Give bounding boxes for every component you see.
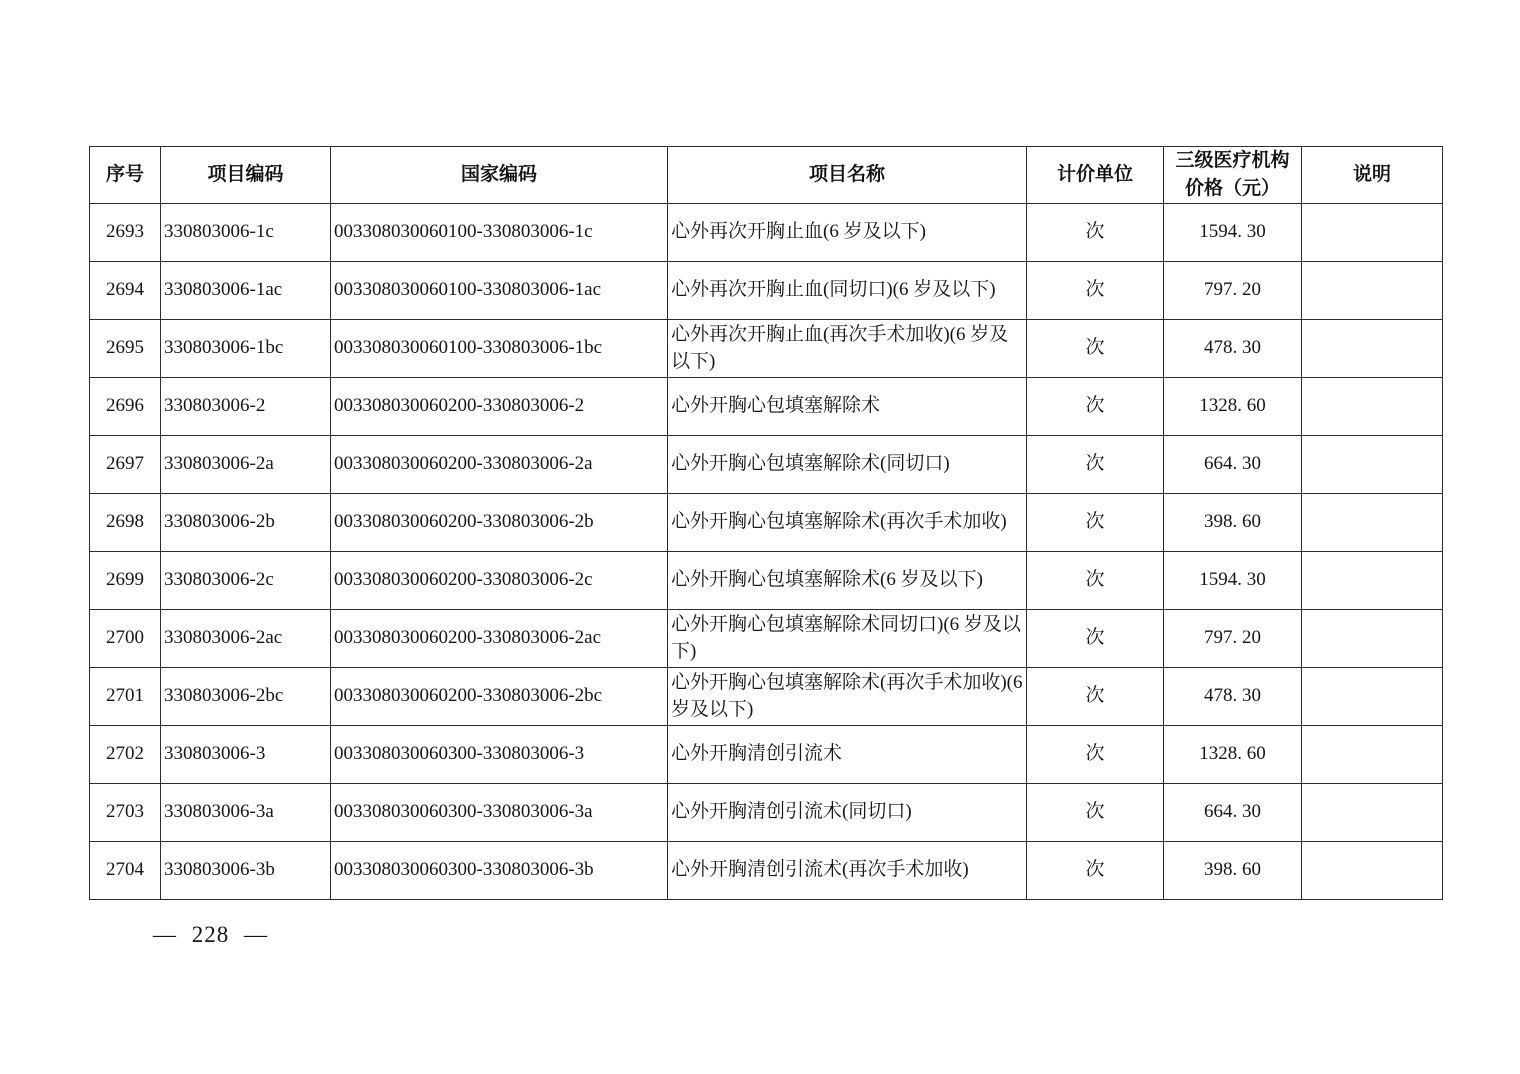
cell-national-code: 003308030060200-330803006-2b (331, 494, 668, 552)
cell-national-code: 003308030060200-330803006-2ac (331, 610, 668, 668)
cell-item-code: 330803006-1bc (161, 320, 331, 378)
cell-unit: 次 (1027, 378, 1164, 436)
cell-note (1302, 494, 1443, 552)
table-body (90, 204, 1443, 900)
cell-seq: 2694 (90, 262, 161, 320)
cell-seq: 2695 (90, 320, 161, 378)
cell-note (1302, 784, 1443, 842)
cell-price: 664. 30 (1164, 436, 1302, 494)
table-row (90, 436, 1443, 494)
cell-seq: 2697 (90, 436, 161, 494)
cell-unit: 次 (1027, 784, 1164, 842)
cell-name: 心外再次开胸止血(同切口)(6 岁及以下) (668, 262, 1027, 320)
cell-item-code: 330803006-2a (161, 436, 331, 494)
cell-name: 心外开胸清创引流术(再次手术加收) (668, 842, 1027, 900)
cell-item-code: 330803006-2 (161, 378, 331, 436)
cell-seq: 2703 (90, 784, 161, 842)
cell-name: 心外再次开胸止血(再次手术加收)(6 岁及以下) (668, 320, 1027, 378)
cell-price: 398. 60 (1164, 494, 1302, 552)
table-row (90, 668, 1443, 726)
cell-name: 心外开胸心包填塞解除术同切口)(6 岁及以下) (668, 610, 1027, 668)
cell-unit: 次 (1027, 436, 1164, 494)
cell-note (1302, 552, 1443, 610)
cell-national-code: 003308030060300-330803006-3a (331, 784, 668, 842)
cell-price: 478. 30 (1164, 320, 1302, 378)
cell-national-code: 003308030060200-330803006-2c (331, 552, 668, 610)
cell-seq: 2698 (90, 494, 161, 552)
cell-item-code: 330803006-1c (161, 204, 331, 262)
cell-unit: 次 (1027, 610, 1164, 668)
cell-name: 心外开胸心包填塞解除术(6 岁及以下) (668, 552, 1027, 610)
column-header-name: 项目名称 (668, 147, 1027, 204)
cell-unit: 次 (1027, 262, 1164, 320)
cell-note (1302, 726, 1443, 784)
cell-national-code: 003308030060300-330803006-3 (331, 726, 668, 784)
cell-price: 797. 20 (1164, 610, 1302, 668)
cell-unit: 次 (1027, 204, 1164, 262)
cell-seq: 2693 (90, 204, 161, 262)
cell-item-code: 330803006-2c (161, 552, 331, 610)
cell-note (1302, 842, 1443, 900)
cell-item-code: 330803006-2ac (161, 610, 331, 668)
cell-name: 心外开胸心包填塞解除术(同切口) (668, 436, 1027, 494)
cell-seq: 2704 (90, 842, 161, 900)
cell-unit: 次 (1027, 842, 1164, 900)
table-row (90, 204, 1443, 262)
cell-name: 心外开胸清创引流术(同切口) (668, 784, 1027, 842)
cell-price: 478. 30 (1164, 668, 1302, 726)
cell-name: 心外开胸清创引流术 (668, 726, 1027, 784)
cell-unit: 次 (1027, 726, 1164, 784)
cell-price: 1594. 30 (1164, 552, 1302, 610)
table-row (90, 320, 1443, 378)
page-number: — 228 — (153, 922, 268, 947)
cell-price: 664. 30 (1164, 784, 1302, 842)
cell-price: 1594. 30 (1164, 204, 1302, 262)
cell-national-code: 003308030060100-330803006-1c (331, 204, 668, 262)
cell-unit: 次 (1027, 494, 1164, 552)
cell-item-code: 330803006-3a (161, 784, 331, 842)
cell-unit: 次 (1027, 320, 1164, 378)
cell-name: 心外开胸心包填塞解除术(再次手术加收) (668, 494, 1027, 552)
table-row (90, 610, 1443, 668)
cell-national-code: 003308030060200-330803006-2 (331, 378, 668, 436)
cell-item-code: 330803006-3 (161, 726, 331, 784)
cell-item-code: 330803006-1ac (161, 262, 331, 320)
cell-price: 1328. 60 (1164, 726, 1302, 784)
cell-seq: 2701 (90, 668, 161, 726)
cell-national-code: 003308030060200-330803006-2bc (331, 668, 668, 726)
cell-name: 心外开胸心包填塞解除术(再次手术加收)(6 岁及以下) (668, 668, 1027, 726)
header-row (90, 147, 1443, 204)
cell-seq: 2696 (90, 378, 161, 436)
column-header-item-code: 项目编码 (161, 147, 331, 204)
table-row (90, 262, 1443, 320)
table-row (90, 784, 1443, 842)
cell-note (1302, 378, 1443, 436)
cell-name: 心外开胸心包填塞解除术 (668, 378, 1027, 436)
cell-unit: 次 (1027, 552, 1164, 610)
cell-item-code: 330803006-2b (161, 494, 331, 552)
cell-national-code: 003308030060200-330803006-2a (331, 436, 668, 494)
price-table (89, 146, 1443, 900)
table-row (90, 842, 1443, 900)
cell-note (1302, 668, 1443, 726)
cell-item-code: 330803006-2bc (161, 668, 331, 726)
cell-seq: 2699 (90, 552, 161, 610)
cell-seq: 2702 (90, 726, 161, 784)
cell-unit: 次 (1027, 668, 1164, 726)
table-row (90, 378, 1443, 436)
column-header-price: 三级医疗机构价格（元） (1164, 147, 1302, 204)
cell-national-code: 003308030060100-330803006-1ac (331, 262, 668, 320)
table-header (90, 147, 1443, 204)
cell-price: 797. 20 (1164, 262, 1302, 320)
cell-price: 1328. 60 (1164, 378, 1302, 436)
cell-note (1302, 610, 1443, 668)
cell-note (1302, 320, 1443, 378)
column-header-national-code: 国家编码 (331, 147, 668, 204)
cell-price: 398. 60 (1164, 842, 1302, 900)
cell-note (1302, 436, 1443, 494)
table-row (90, 552, 1443, 610)
column-header-seq: 序号 (90, 147, 161, 204)
cell-name: 心外再次开胸止血(6 岁及以下) (668, 204, 1027, 262)
cell-note (1302, 204, 1443, 262)
cell-note (1302, 262, 1443, 320)
column-header-note: 说明 (1302, 147, 1443, 204)
cell-seq: 2700 (90, 610, 161, 668)
table-row (90, 494, 1443, 552)
cell-national-code: 003308030060100-330803006-1bc (331, 320, 668, 378)
table-row (90, 726, 1443, 784)
cell-national-code: 003308030060300-330803006-3b (331, 842, 668, 900)
cell-item-code: 330803006-3b (161, 842, 331, 900)
column-header-unit: 计价单位 (1027, 147, 1164, 204)
